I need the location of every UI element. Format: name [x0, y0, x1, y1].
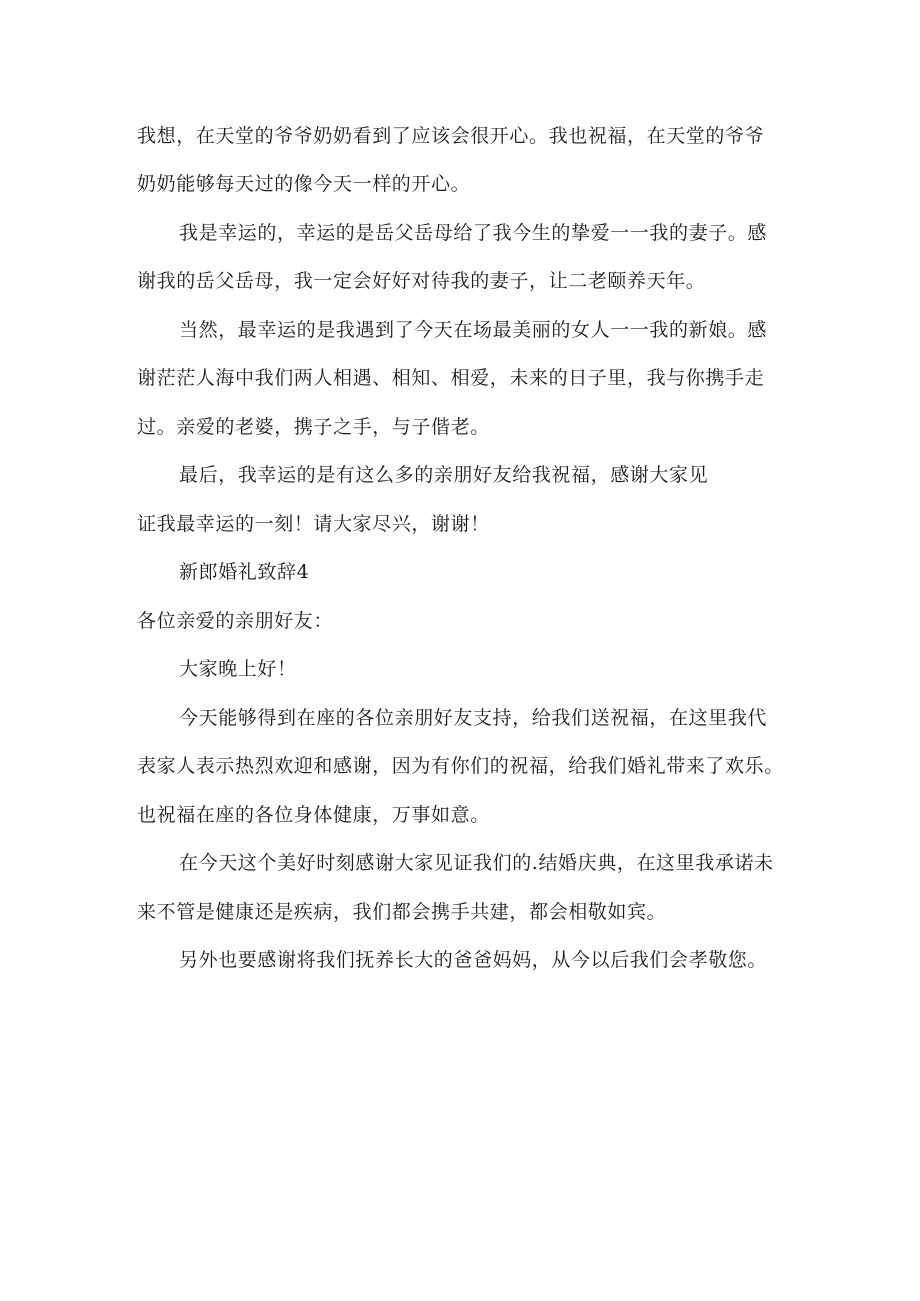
- text-line: 我想，在天堂的爷爷奶奶看到了应该会很开心。我也祝福，在天堂的爷爷: [137, 125, 765, 147]
- text-line: 奶奶能够每天过的像今天一样的开心。: [137, 173, 471, 195]
- paragraph-start-line: 最后，我幸运的是有这么多的亲朋好友给我祝福，感谢大家见: [179, 464, 709, 486]
- paragraph-start-line: 在今天这个美好时刻感谢大家见证我们的.结婚庆典，在这里我承诺未: [179, 852, 774, 874]
- greeting-line: 大家晚上好！: [179, 658, 297, 680]
- paragraph-start-line: 另外也要感谢将我们抚养长大的爸爸妈妈，从今以后我们会孝敬您。: [179, 949, 768, 971]
- paragraph-start-line: 今天能够得到在座的各位亲朋好友支持，给我们送祝福，在这里我代: [179, 707, 768, 729]
- paragraph-start-line: 当然，最幸运的是我遇到了今天在场最美丽的女人一一我的新娘。感: [179, 319, 768, 341]
- text-line: 过。亲爱的老婆，携子之手，与子偕老。: [137, 416, 490, 438]
- salutation-line: 各位亲爱的亲朋好友：: [137, 610, 334, 632]
- text-line: 也祝福在座的各位身体健康，万事如意。: [137, 804, 490, 826]
- text-line: 来不管是健康还是疾病，我们都会携手共建，都会相敬如宾。: [137, 901, 667, 923]
- text-line: 谢我的岳父岳母，我一定会好好对待我的妻子，让二老颐养天年。: [137, 270, 706, 292]
- text-line: 谢茫茫人海中我们两人相遇、相知、相爱，未来的日子里，我与你携手走: [137, 367, 765, 389]
- text-line: 表家人表示热烈欢迎和感谢，因为有你们的祝福，给我们婚礼带来了欢乐。: [137, 755, 784, 777]
- paragraph-start-line: 我是幸运的，幸运的是岳父岳母给了我今生的挚爱一一我的妻子。感: [179, 222, 768, 244]
- section-heading: 新郎婚礼致辞4: [179, 561, 310, 583]
- text-line: 证我最幸运的一刻！请大家尽兴，谢谢！: [137, 513, 490, 535]
